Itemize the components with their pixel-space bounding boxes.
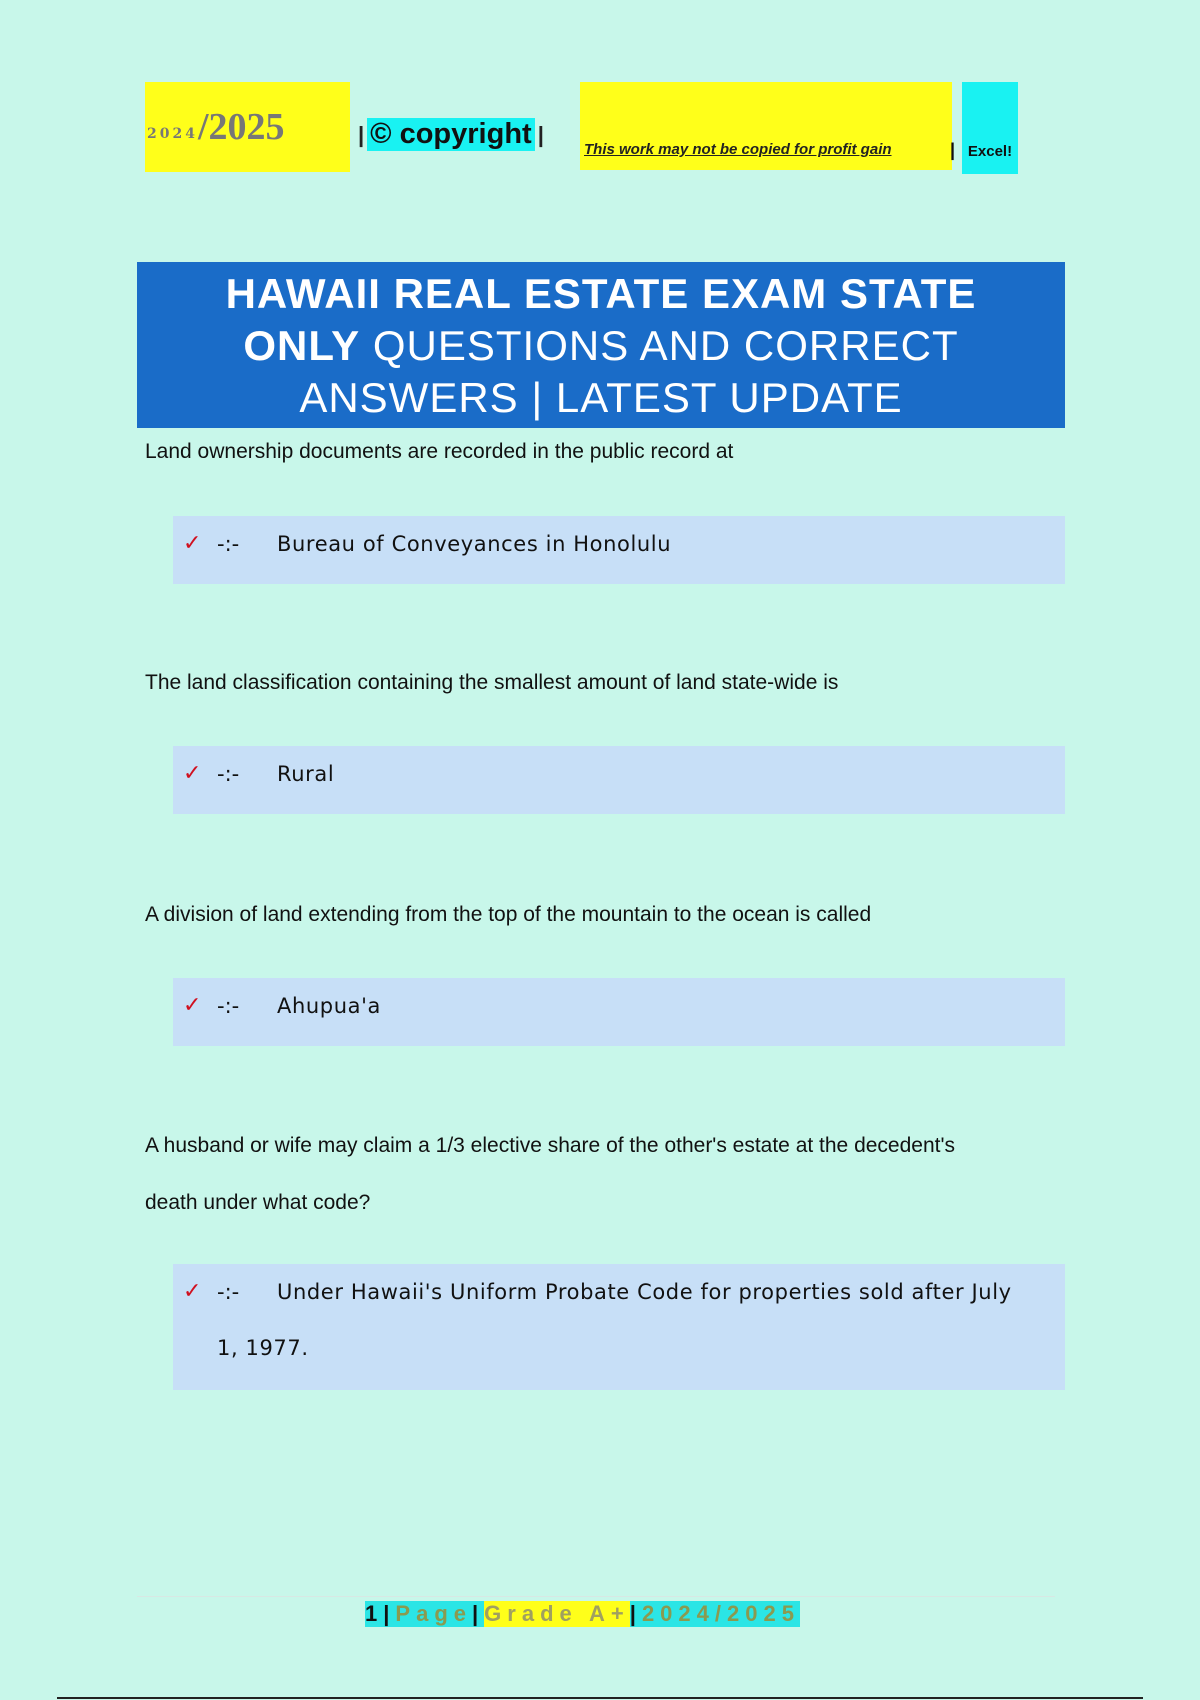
title-line-2: [137, 320, 1065, 372]
copyright-label: [358, 118, 544, 151]
answer-text: Rural: [277, 762, 335, 786]
checkmark-icon: ✓: [183, 1279, 202, 1304]
answer-separator: -:-: [217, 1280, 240, 1304]
answer-box: [173, 978, 1065, 1046]
checkmark-icon: ✓: [183, 761, 202, 786]
bottom-rule: [57, 1697, 1143, 1699]
year-big: /2025: [197, 106, 285, 148]
answer-text: Bureau of Conveyances in Honolulu: [277, 532, 672, 556]
copy-notice-box: [580, 82, 952, 170]
footer-year: 2024/2025: [641, 1601, 800, 1626]
title-line-3: ANSWERS | LATEST UPDATE: [299, 374, 903, 421]
document-title: [137, 262, 1065, 428]
answer-separator: -:-: [217, 994, 240, 1018]
page-label: Page: [395, 1601, 472, 1626]
footer-pipe: |: [383, 1601, 396, 1626]
answer-separator: -:-: [217, 532, 240, 556]
footer-divider: [137, 1596, 1055, 1597]
answer-separator: -:-: [217, 762, 240, 786]
pipe-separator: |: [950, 140, 956, 160]
page-number: 1: [365, 1601, 384, 1626]
question-text: A husband or wife may claim a 1/3 elective share of the other's estate at the decedent's: [145, 1134, 955, 1157]
pipe-separator: |: [358, 121, 365, 147]
question-text: Land ownership documents are recorded in the public record at: [145, 440, 734, 463]
question-text-cont: death under what code?: [145, 1191, 371, 1214]
title-line-2-rest: QUESTIONS AND CORRECT: [360, 322, 959, 369]
checkmark-icon: ✓: [183, 531, 202, 556]
year-badge: [145, 82, 350, 172]
answer-text: Under Hawaii's Uniform Probate Code for properties sold after July: [277, 1280, 1012, 1304]
answer-text: Ahupua'a: [277, 994, 381, 1018]
answer-box: [173, 746, 1065, 814]
copyright-text: © copyright: [367, 118, 535, 151]
excel-badge: [962, 82, 1018, 174]
title-line-1: HAWAII REAL ESTATE EXAM STATE: [225, 270, 977, 317]
year-small: 2024: [147, 126, 198, 142]
grade-label: Grade A+: [484, 1601, 630, 1626]
question-text: A division of land extending from the top of the mountain to the ocean is called: [145, 903, 872, 926]
excel-text: Excel!: [967, 143, 1013, 160]
pipe-separator: |: [537, 121, 544, 147]
answer-text-cont: 1, 1977.: [217, 1336, 309, 1360]
title-line-2-bold: ONLY: [243, 322, 361, 369]
footer-pipe: |: [472, 1601, 485, 1626]
page-footer: [365, 1601, 800, 1627]
answer-box: [173, 1264, 1065, 1390]
footer-pipe: |: [629, 1601, 642, 1626]
question-text: The land classification containing the smallest amount of land state-wide is: [145, 671, 839, 694]
answer-box: [173, 516, 1065, 584]
copy-notice-text: This work may not be copied for profit gain: [584, 141, 892, 158]
checkmark-icon: ✓: [183, 993, 202, 1018]
